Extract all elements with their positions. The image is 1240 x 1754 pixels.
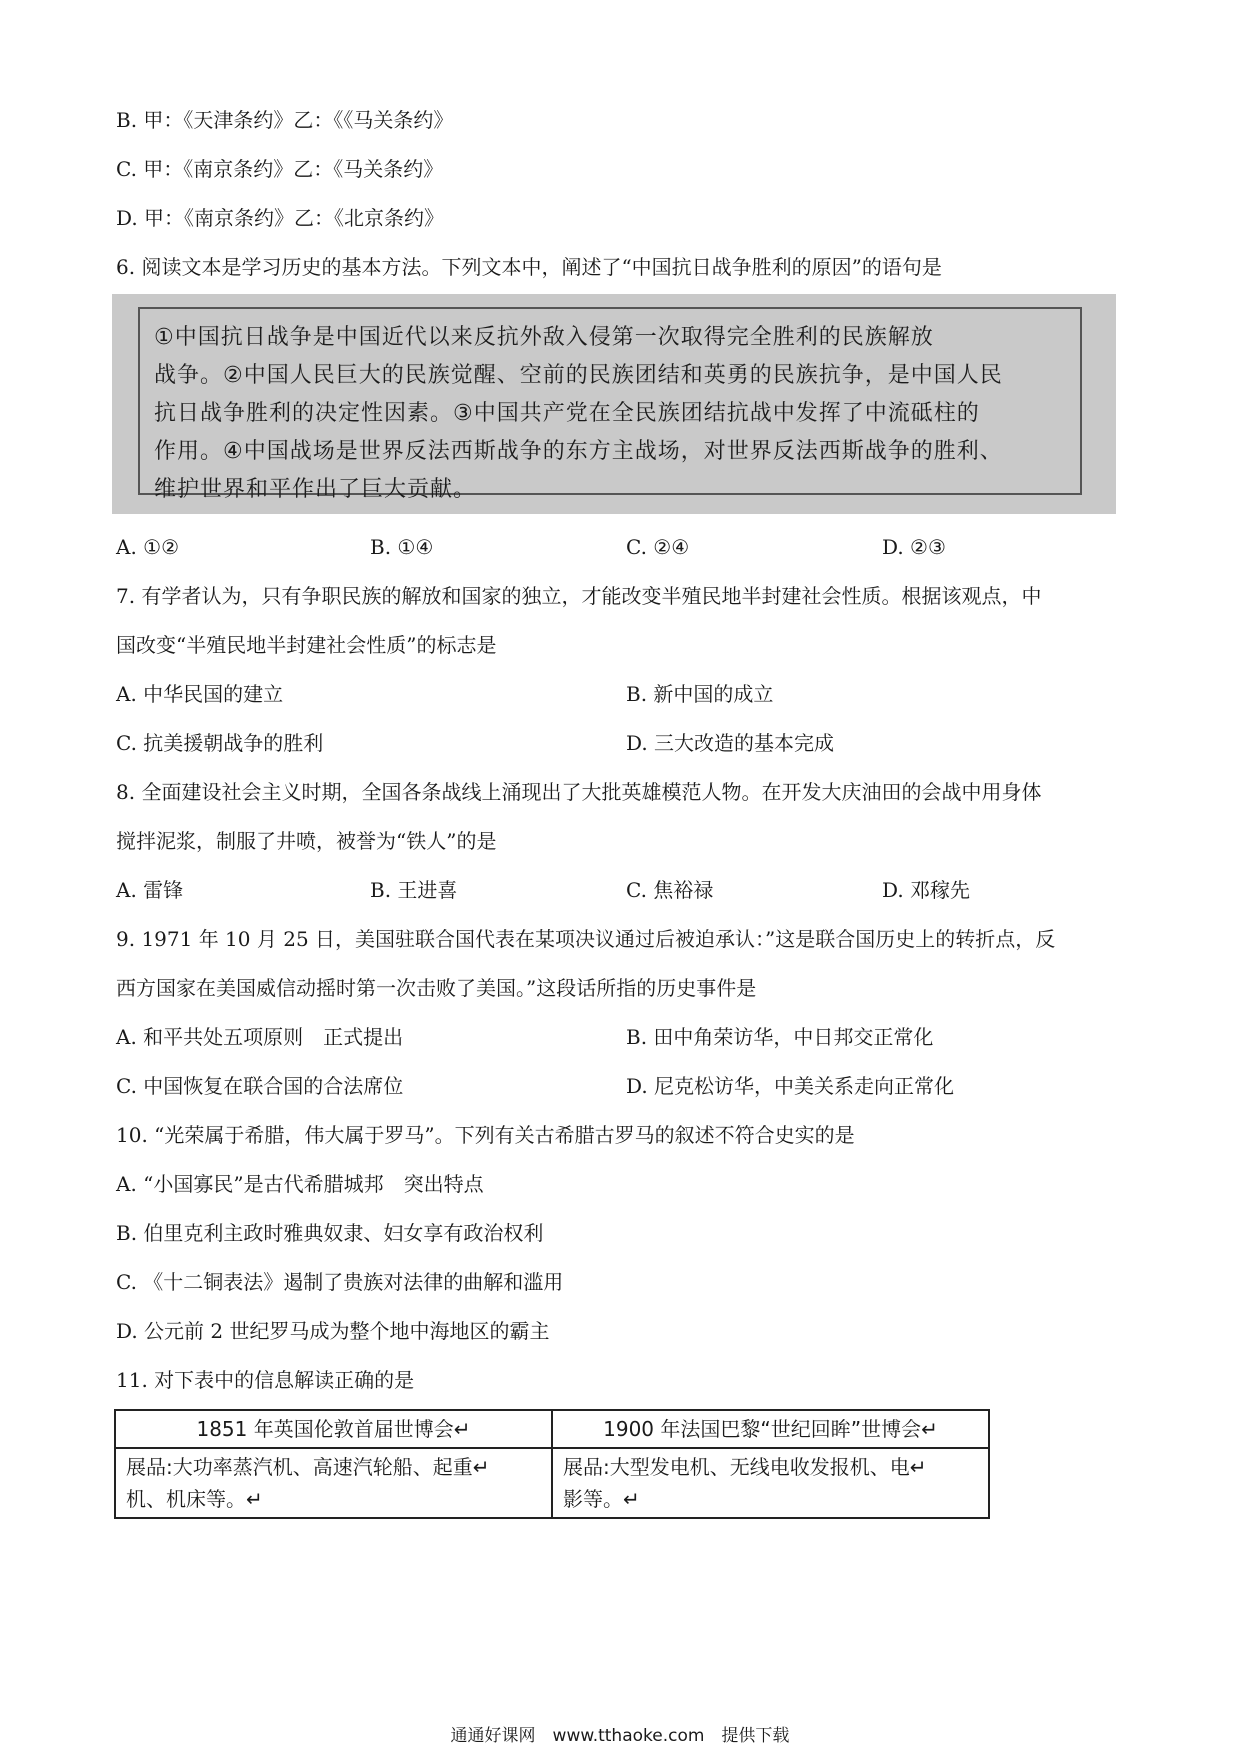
q8-stem-line-2: 搅拌泥浆，制服了井喷，被誉为“铁人”的是 [116,829,497,853]
q8-option-c: C. 焦裕禄 [626,878,714,902]
cell-line: 机、机床等。↵ [126,1487,263,1511]
q10-option-a: A. “小国寡民”是古代希腊城邦 突出特点 [116,1172,484,1196]
q9-option-c: C. 中国恢复在联合国的合法席位 [116,1074,404,1098]
q8-option-a: A. 雷锋 [116,878,184,902]
q5-option-b: B. 甲：《天津条约》乙：《《马关条约》 [116,108,454,132]
q9-option-a: A. 和平共处五项原则 正式提出 [116,1025,404,1049]
cell-line: 展品:大功率蒸汽机、高速汽轮船、起重↵ [126,1455,490,1479]
q6-quote-line: 作用。④中国战场是世界反法西斯战争的东方主战场，对世界反法西斯战争的胜利、 [154,439,1003,464]
q7-option-c: C. 抗美援朝战争的胜利 [116,731,324,755]
q7-option-d: D. 三大改造的基本完成 [626,731,835,755]
q8-option-b: B. 王进喜 [370,878,458,902]
q10-stem: 10. “光荣属于希腊，伟大属于罗马”。下列有关古希腊古罗马的叙述不符合史实的是 [116,1123,855,1147]
cell-line: 展品:大型发电机、无线电收发报机、电↵ [563,1455,927,1479]
q7-option-b: B. 新中国的成立 [626,682,774,706]
expo-table [114,1409,990,1519]
table-row [115,1448,989,1518]
q6-quote-line: 维护世界和平作出了巨大贡献。 [154,477,477,502]
q8-stem-line-1: 8. 全面建设社会主义时期，全国各条战线上涌现出了大批英雄模范人物。在开发大庆油田的会战中用身体 [116,780,1042,804]
q6-stem: 6. 阅读文本是学习历史的基本方法。下列文本中，阐述了“中国抗日战争胜利的原因”的语句是 [116,255,942,279]
q9-stem-line-2: 西方国家在美国威信动摇时第一次击败了美国。”这段话所指的历史事件是 [116,976,757,1000]
q6-option-b: B. ①④ [370,535,434,559]
table-header-1851: 1851 年英国伦敦首届世博会↵ [115,1410,552,1448]
q6-quote-frame [138,307,1082,502]
q6-option-d: D. ②③ [882,535,946,559]
q7-option-a: A. 中华民国的建立 [116,682,284,706]
table-header-row [115,1410,989,1448]
q11-stem: 11. 对下表中的信息解读正确的是 [116,1368,415,1392]
q7-stem-line-1: 7. 有学者认为，只有争职民族的解放和国家的独立，才能改变半殖民地半封建社会性质。根据该观点，中 [116,584,1042,608]
q6-quote-line: ①中国抗日战争是中国近代以来反抗外敌入侵第一次取得完全胜利的民族解放 [154,325,934,350]
table-cell-1851 [115,1448,552,1518]
table-cell-1900 [552,1448,989,1518]
page-footer: 通通好课网 www.tthaoke.com 提供下载 [450,1726,790,1746]
q7-stem-line-2: 国改变“半殖民地半封建社会性质”的标志是 [116,633,497,657]
cell-line: 影等。↵ [563,1487,640,1511]
table-header-1900: 1900 年法国巴黎“世纪回眸”世博会↵ [552,1410,989,1448]
q8-option-d: D. 邓稼先 [882,878,971,902]
q9-option-b: B. 田中角荣访华，中日邦交正常化 [626,1025,934,1049]
q5-option-c: C. 甲：《南京条约》乙：《马关条约》 [116,157,444,181]
q6-quote-line: 战争。②中国人民巨大的民族觉醒、空前的民族团结和英勇的民族抗争，是中国人民 [154,363,1003,388]
q6-option-a: A. ①② [116,535,180,559]
q5-option-d: D. 甲：《南京条约》乙：《北京条约》 [116,206,445,230]
q6-option-c: C. ②④ [626,535,690,559]
q6-quote-photo [112,294,1116,514]
q9-stem-line-1: 9. 1971 年 10 月 25 日，美国驻联合国代表在某项决议通过后被迫承认：”这是联合国历史上的转折点，反 [116,927,1056,951]
q9-option-d: D. 尼克松访华，中美关系走向正常化 [626,1074,955,1098]
q6-quote-line: 抗日战争胜利的决定性因素。③中国共产党在全民族团结抗战中发挥了中流砥柱的 [154,401,980,426]
q10-option-d: D. 公元前 2 世纪罗马成为整个地中海地区的霸主 [116,1319,550,1343]
q10-option-c: C. 《十二铜表法》遏制了贵族对法律的曲解和滥用 [116,1270,564,1294]
q10-option-b: B. 伯里克利主政时雅典奴隶、妇女享有政治权利 [116,1221,544,1245]
